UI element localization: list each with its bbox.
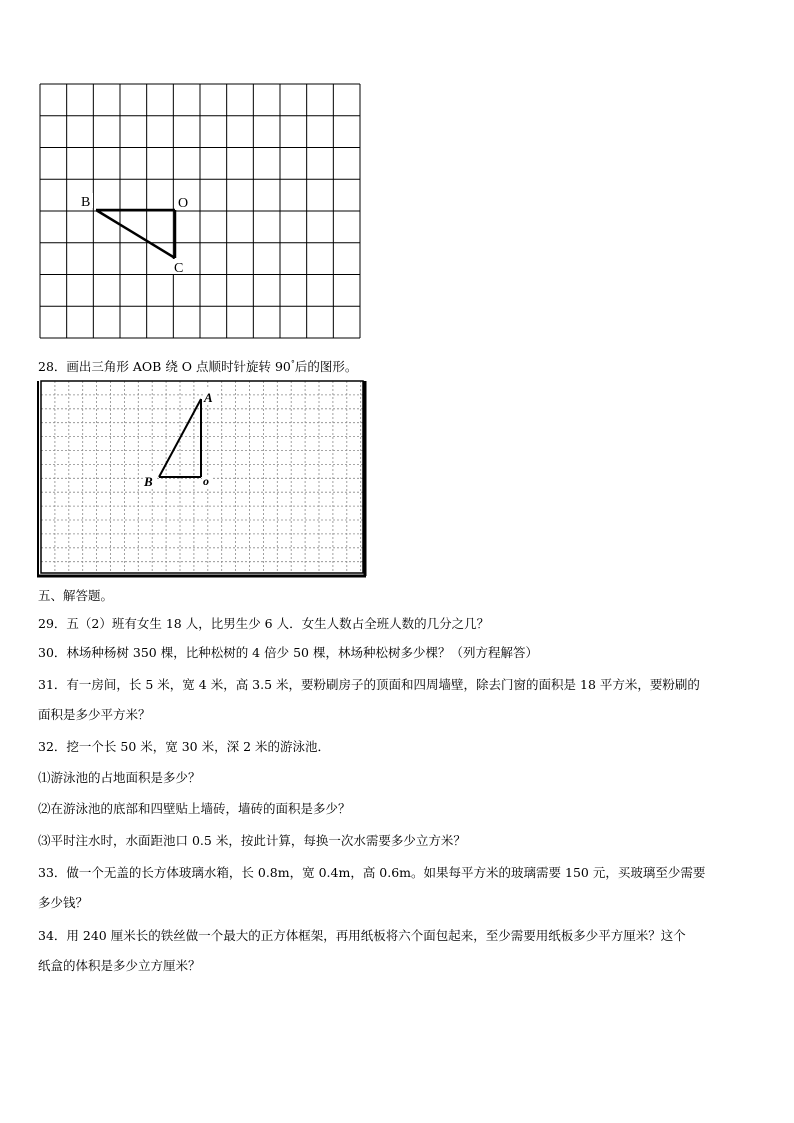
label-o: O [178,196,189,211]
question-28-text-end: 后的图形。 [294,359,358,375]
grid-lines [40,84,360,338]
degree-symbol: ° [290,359,295,368]
grid-figure-boc [38,82,364,340]
question-32-part-1: ⑴游泳池的占地面积是多少？ [38,770,201,785]
question-29-line: 29．五（2）班有女生 18 人，比男生少 6 人．女生人数占全班人数的几分之几？ [38,616,490,631]
question-28 [38,356,357,375]
question-32-line-1: 32．挖一个长 50 米，宽 30 米，深 2 米的游泳池． [38,739,331,754]
grid-figure-aob [37,377,369,583]
question-34-line-1: 34．用 240 厘米长的铁丝做一个最大的正方体框架，再用纸板将六个面包起来，至少需要用纸板多少平方厘米？这个 [38,928,686,943]
segment-bc [96,210,175,258]
label-b: B [81,195,91,210]
question-30-line: 30．林场种杨树 350 棵，比种松树的 4 倍少 50 棵，林场种松树多少棵？（列方程解答） [38,645,538,660]
section-title: 五、解答题。 [38,588,114,603]
question-34-line-2: 纸盒的体积是多少立方厘米？ [38,958,201,973]
question-31-line-2: 面积是多少平方米？ [38,707,151,722]
question-28-text: 28．画出三角形 AOB 绕 O 点顺时针旋转 90 [38,359,291,375]
triangle-boc [96,210,175,258]
label-b: B [144,474,153,489]
label-o: o [203,474,209,488]
question-31-line-1: 31．有一房间，长 5 米，宽 4 米，高 3.5 米，要粉刷房子的顶面和四周墙壁，除去门窗的面积是 18 平方米，要粉刷的 [38,677,700,692]
question-33-line-1: 33．做一个无盖的长方体玻璃水箱，长 0.8m，宽 0.4m，高 0.6m。如果每平方米的玻璃需要 150 元，买玻璃至少需要 [38,865,706,880]
label-c: C [174,261,184,276]
question-32-part-2: ⑵在游泳池的底部和四壁贴上墙砖，墙砖的面积是多少？ [38,801,351,816]
question-33-line-2: 多少钱？ [38,895,89,910]
label-a: A [204,390,213,405]
question-32-part-3: ⑶平时注水时，水面距池口 0.5 米，按此计算，每换一次水需要多少立方米？ [38,833,466,848]
